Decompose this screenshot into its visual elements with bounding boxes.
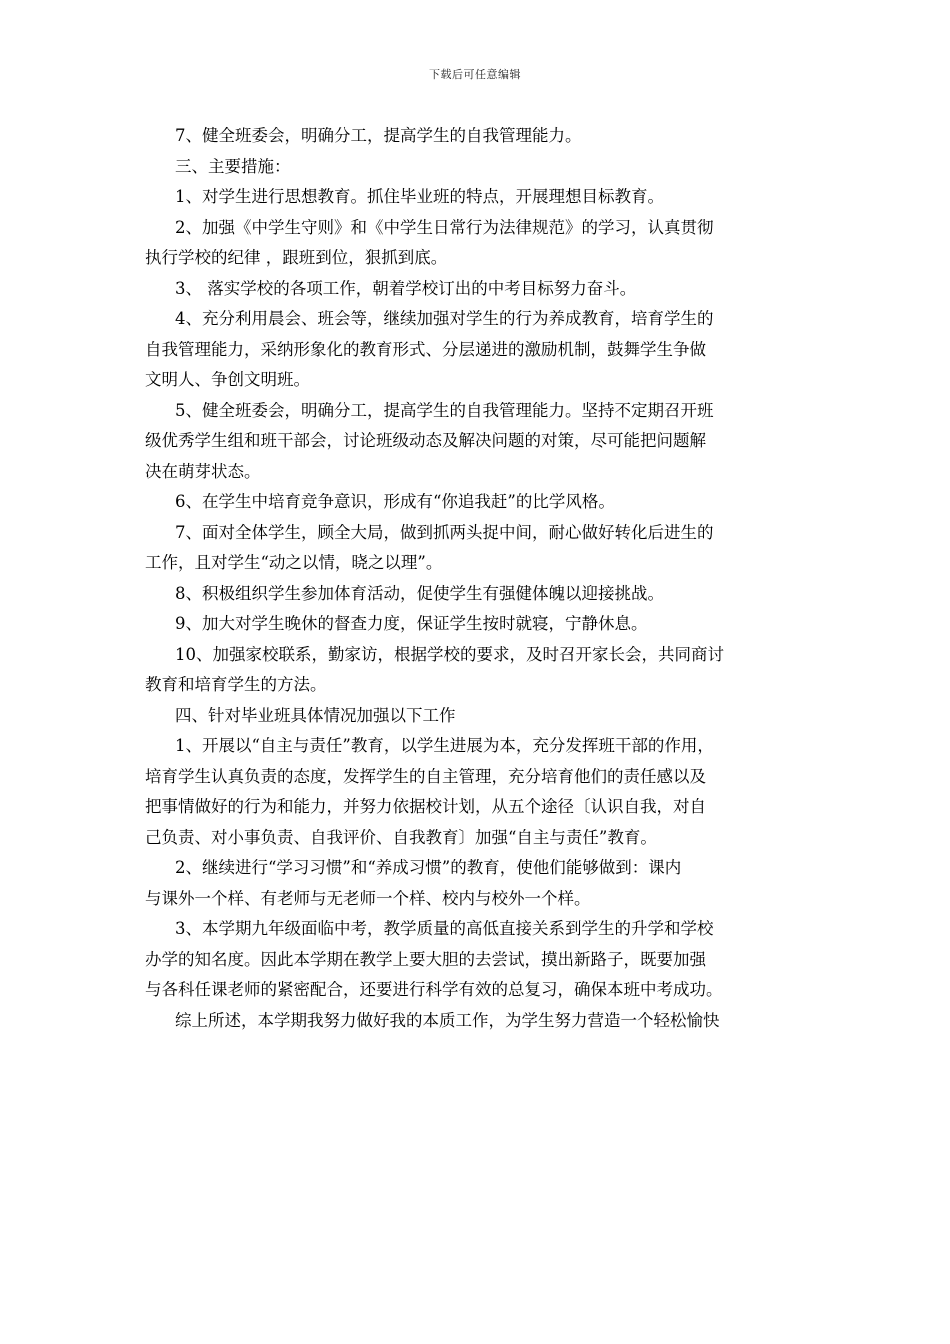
text-line: 执行学校的纪律 ，跟班到位，狠抓到底。 [145,248,448,267]
text-line: 教育和培育学生的方法。 [145,675,327,694]
text-line: 把事情做好的行为和能力，并努力依据校计划，从五个途径〔认识自我，对自 [145,797,706,816]
body-text [145,121,805,1036]
text-line: 7、健全班委会，明确分工，提高学生的自我管理能力。 [175,126,582,145]
text-line: 3、 落实学校的各项工作，朝着学校订出的中考目标努力奋斗。 [175,278,637,298]
text-line: 与各科任课老师的紧密配合，还要进行科学有效的总复习，确保本班中考成功。 [145,980,723,999]
text-line: 10、加强家校联系，勤家访，根据学校的要求，及时召开家长会，共同商讨 [175,644,724,664]
text-line: 级优秀学生组和班干部会，讨论班级动态及解决问题的对策，尽可能把问题解 [145,431,706,450]
text-line: 文明人、争创文明班。 [145,370,310,389]
text-line: 与课外一个样、有老师与无老师一个样、校内与校外一个样。 [145,888,591,908]
text-line: 2、加强《中学生守则》和《中学生日常行为法律规范》的学习，认真贯彻 [175,217,714,237]
text-line: 办学的知名度。因此本学期在教学上要大胆的去尝试，摸出新路子，既要加强 [145,949,706,969]
text-line: 7、面对全体学生，顾全大局，做到抓两头捉中间，耐心做好转化后进生的 [175,522,714,542]
text-line: 6、在学生中培育竞争意识，形成有“你追我赶”的比学风格。 [175,492,615,511]
text-line: 4、充分利用晨会、班会等，继续加强对学生的行为养成教育，培育学生的 [175,309,714,328]
text-line: 9、加大对学生晚休的督查力度，保证学生按时就寝，宁静休息。 [175,614,648,633]
text-line: 2、继续进行“学习习惯”和“养成习惯”的教育，使他们能够做到：课内 [175,858,682,877]
text-line: 己负责、对小事负责、自我评价、自我教育〕加强“自主与责任”教育。 [145,827,657,847]
text-line: 工作，且对学生“动之以情，晓之以理”。 [145,553,443,572]
page-header: 下载后可任意编辑 [429,68,521,81]
text-line: 1、开展以“自主与责任”教育，以学生进展为本，充分发挥班干部的作用， [175,736,714,755]
text-line: 3、本学期九年级面临中考，教学质量的高低直接关系到学生的升学和学校 [175,919,714,938]
text-line: 自我管理能力，采纳形象化的教育形式、分层递进的激励机制，鼓舞学生争做 [145,339,706,359]
text-line: 5、健全班委会，明确分工，提高学生的自我管理能力。坚持不定期召开班 [175,400,714,420]
text-line: 综上所述，本学期我努力做好我的本质工作，为学生努力营造一个轻松愉快 [175,1010,720,1030]
text-line: 四、针对毕业班具体情况加强以下工作 [175,705,456,725]
text-line: 1、对学生进行思想教育。抓住毕业班的特点，开展理想目标教育。 [175,187,664,206]
text-line: 三、主要措施： [175,156,291,176]
text-line: 决在萌芽状态。 [145,461,261,481]
text-line: 培育学生认真负责的态度，发挥学生的自主管理，充分培育他们的责任感以及 [145,766,706,786]
text-line: 8、积极组织学生参加体育活动，促使学生有强健体魄以迎接挑战。 [175,583,664,603]
